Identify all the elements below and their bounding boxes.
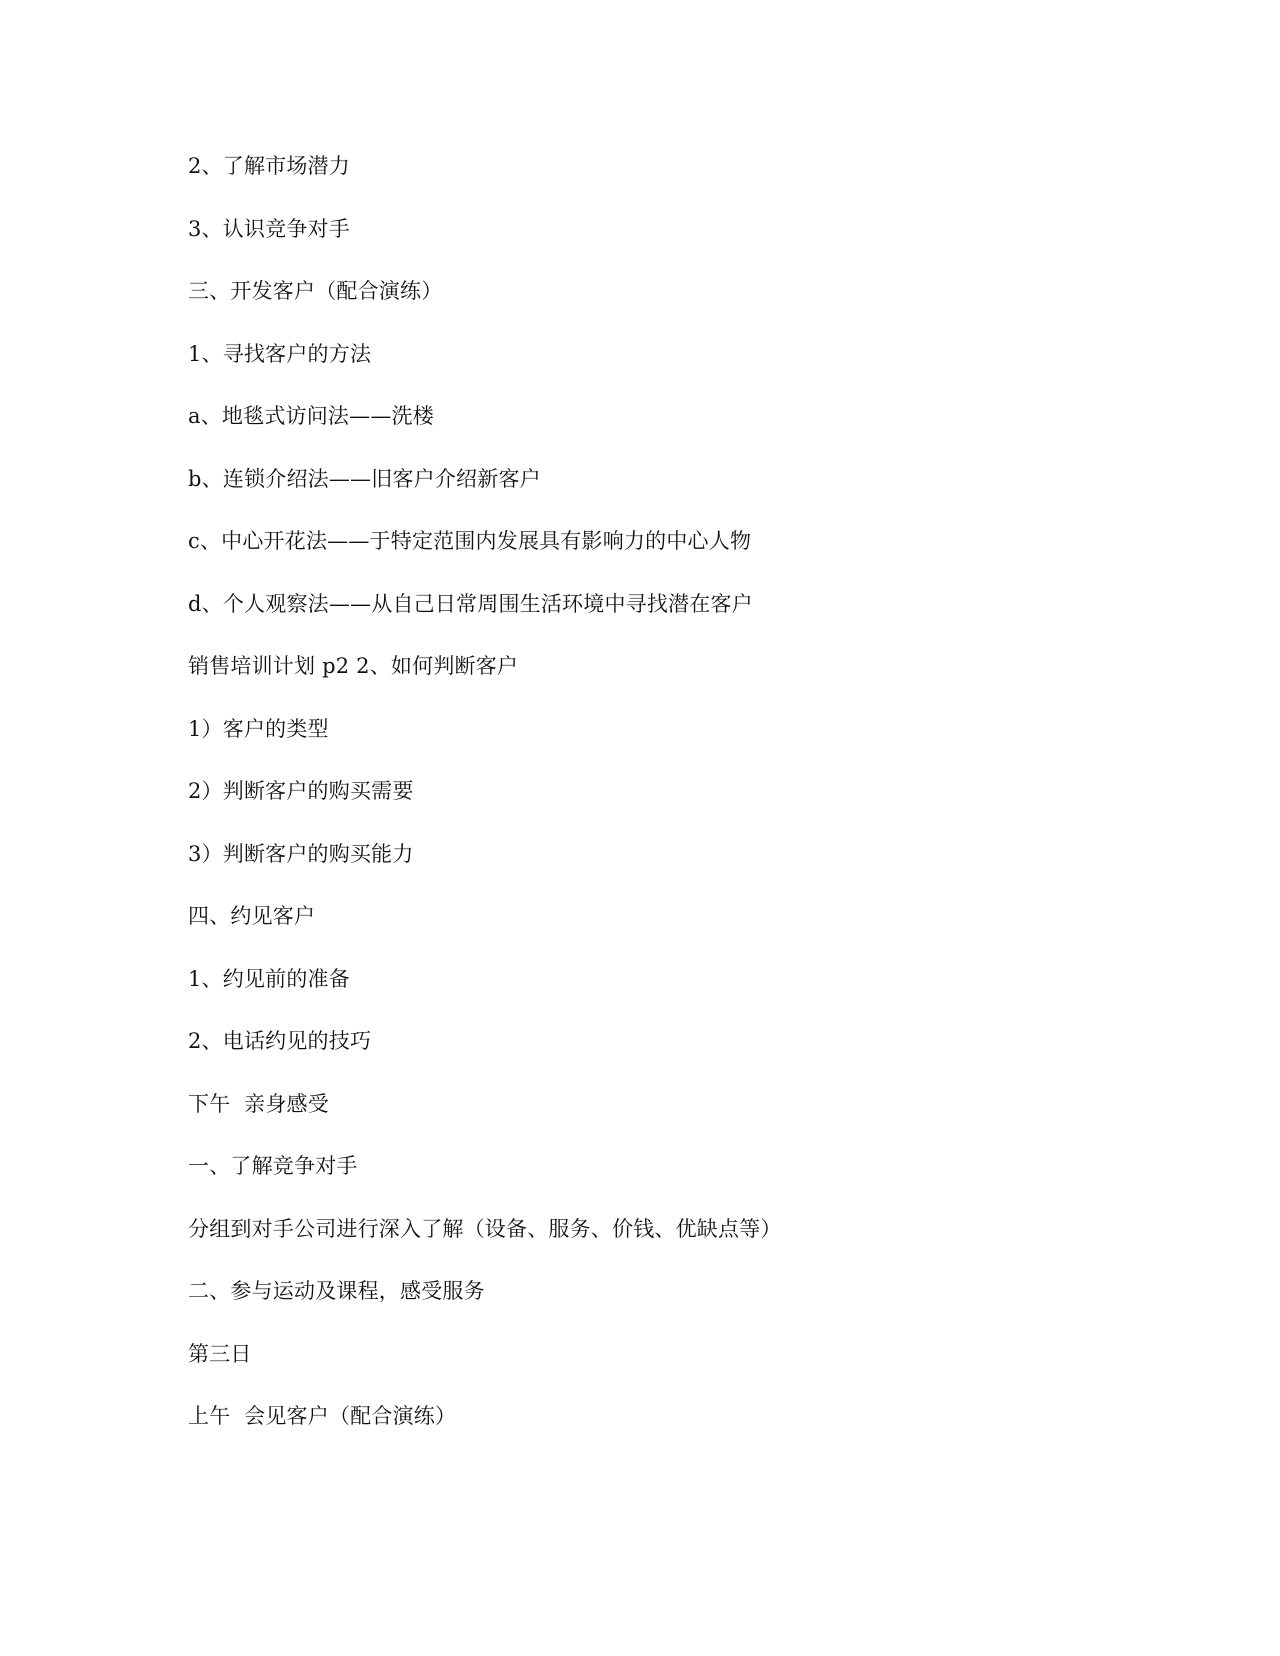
list-item: 销售培训计划 p2 2、如何判断客户 <box>188 654 519 678</box>
list-item: 2、电话约见的技巧 <box>188 1029 372 1053</box>
section-heading: 二、参与运动及课程，感受服务 <box>188 1279 485 1303</box>
session-heading: 下午 亲身感受 <box>188 1091 329 1116</box>
list-item: b、连锁介绍法——旧客户介绍新客户 <box>188 466 541 491</box>
list-item: 2）判断客户的购买需要 <box>188 779 414 803</box>
list-item: 1、寻找客户的方法 <box>188 341 372 366</box>
day-heading: 第三日 <box>188 1341 252 1366</box>
document-body <box>188 148 1188 1461</box>
list-item: 1）客户的类型 <box>188 716 329 741</box>
list-item: 2、了解市场潜力 <box>188 154 350 178</box>
list-item: 1、约见前的准备 <box>188 966 350 991</box>
session-heading: 上午 会见客户（配合演练） <box>188 1404 457 1428</box>
list-item: a、地毯式访问法——洗楼 <box>188 404 434 428</box>
section-heading: 四、约见客户 <box>188 904 316 928</box>
list-item: c、中心开花法——于特定范围内发展具有影响力的中心人物 <box>188 529 752 553</box>
section-heading: 三、开发客户（配合演练） <box>188 279 443 303</box>
list-item: 3）判断客户的购买能力 <box>188 841 414 866</box>
list-item: 3、认识竞争对手 <box>188 216 350 241</box>
section-heading: 一、了解竞争对手 <box>188 1154 358 1178</box>
list-item: d、个人观察法——从自己日常周围生活环境中寻找潜在客户 <box>188 591 753 616</box>
paragraph: 分组到对手公司进行深入了解（设备、服务、价钱、优缺点等） <box>188 1216 782 1241</box>
